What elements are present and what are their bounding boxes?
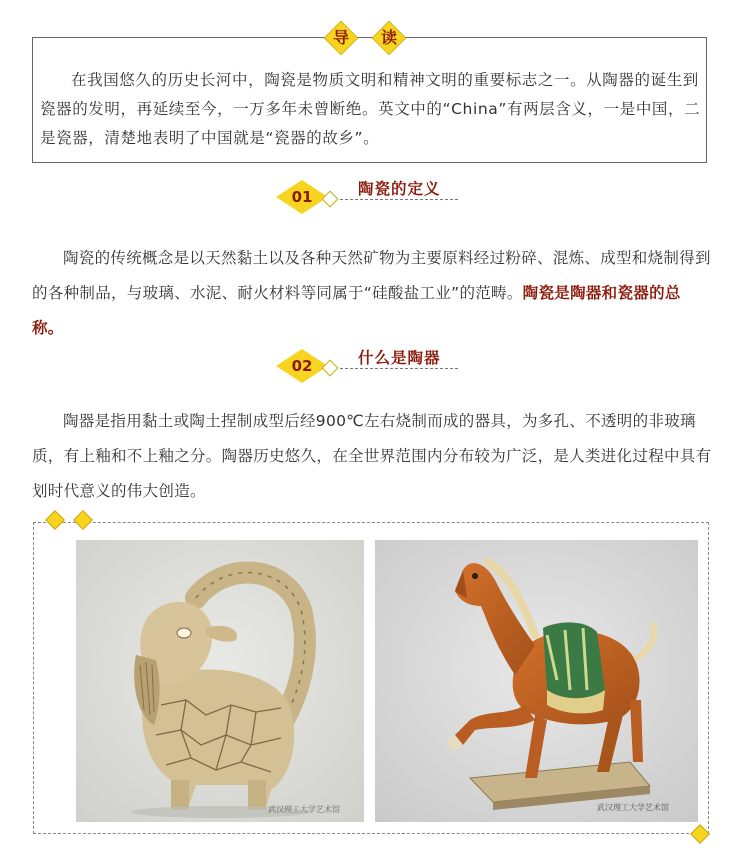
section1-body [32, 241, 712, 346]
left-watermark: 武汉理工大学艺术馆 [268, 805, 340, 814]
right-watermark: 武汉理工大学艺术馆 [597, 803, 669, 812]
pottery-goat-photo [76, 540, 364, 822]
section1-body-text: 陶瓷的传统概念是以天然黏土以及各种天然矿物为主要原料经过粉碎、混炼、成型和烧制得到的各种制品，与玻璃、水泥、耐火材料等同属于“硅酸盐工业”的范畴。 [32, 249, 711, 302]
intro-header-char-2: 读 [380, 28, 397, 47]
section2-title: 什么是陶器 [358, 349, 441, 367]
section2-underline [340, 368, 458, 369]
pottery-goat-image [76, 540, 364, 822]
intro-text: 在我国悠久的历史长河中，陶瓷是物质文明和精神文明的重要标志之一。从陶器的诞生到瓷器的发明，再延续至今，一万多年未曾断绝。英文中的“China”有两层含义，一是中国，二是瓷器，清楚地表明了中国就是“瓷器的故乡”。 [40, 71, 701, 147]
intro-header-diamond-1 [324, 21, 358, 55]
tricolor-horse-image [375, 540, 698, 822]
intro-header-diamond-2 [372, 21, 406, 55]
section2-number: 02 [291, 357, 313, 375]
section1-title: 陶瓷的定义 [358, 180, 441, 198]
section1-highlight: 陶瓷是陶器和瓷器的总称。 [32, 284, 681, 337]
tricolor-horse-photo [375, 540, 698, 822]
section1-number: 01 [291, 188, 313, 206]
intro-header-char-1: 导 [332, 28, 349, 47]
section2-body: 陶器是指用黏土或陶土捏制成型后经900℃左右烧制而成的器具，为多孔、不透明的非玻璃质，有上釉和不上釉之分。陶器历史悠久，在全世界范围内分布较为广泛，是人类进化过程中具有划时代意义的伟大创造。 [32, 412, 712, 500]
section1-underline [340, 199, 458, 200]
